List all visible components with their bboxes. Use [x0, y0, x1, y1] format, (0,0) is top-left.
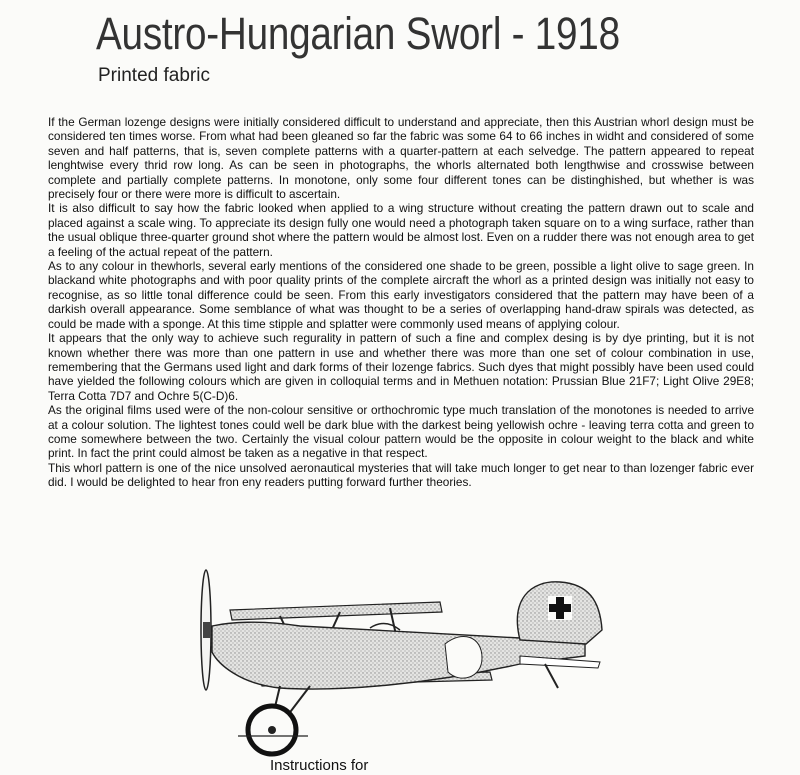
propeller-icon — [201, 570, 211, 690]
paragraph: As to any colour in thewhorls, several early mentions of the considered one shade to be green, possible a light olive to sage green. In blackand white photographs and with poor quality prints of the complete aircraft the whorl as a printed design was initially not easy to recognise, as so little tonal difference could be seen. From this early investigators considered that the pattern may have been of a darkish overall appearance. Some semblance of what was thought to be a series of overlapping hand-draw spirals was detected, as could be made with a sponge. At this time stipple and splatter were commonly used means of applying colour. — [48, 259, 754, 331]
paragraph: It appears that the only way to achieve such regurality in pattern of such a fine and complex desing is by dye printing, but it is not known whether there was more than one pattern in use and whether there was more than one set of colour combination in use, remembering that the Germans used light and dark forms of their lozenge fabrics. Such dyes that might possibly have been used could have yielded the following colours which are given in colloquial terms and in Methuen notation: Prussian Blue 21F7; Light Olive 29E8; Terra Cotta 7D7 and Ochre 5(C-D)6. — [48, 331, 754, 403]
figure-caption: Instructions for — [270, 757, 369, 774]
page-title: Austro-Hungarian Sworl - 1918 — [96, 8, 620, 59]
page-subtitle: Printed fabric — [98, 65, 210, 86]
cross-icon — [548, 596, 572, 620]
paragraph: This whorl pattern is one of the nice unsolved aeronautical mysteries that will take much longer to get near to than lozenger fabric ever did. I would be delighted to hear fron eny readers putting forward further theories. — [48, 460, 754, 490]
paragraph: If the German lozenge designs were initially considered difficult to understand and appreciate, then this Austrian whorl design must be considered ten times worse. From what had been gleaned so far the fabric was some 64 to 66 inches in widht and considered of some seven and half patterns, that is, seven complete patterns with a quarter-pattern at each selvedge. The pattern appeared to repeat lenghtwise every thrid row long. As can be seen in photographs, the whorls alternated both lengthwise and crosswise between complete and partially complete patterns. In monotone, only some four different tones can be distinghished, but whether is was precisely four or there were more is difficult to ascertain. — [48, 115, 754, 202]
aircraft-drawing — [190, 560, 610, 760]
paragraph: As the original films used were of the non-colour sensitive or orthochromic type much translation of the monotones is needed to arrive at a colour solution. The lightest tones could well be dark blue with the darkest being yellowish ochre - leaving terra cotta and green to come somewhere between the two. Certainly the visual colour pattern would be the opposite in colour weight to the black and white print. In fact the print could almost be taken as a negative in that respect. — [48, 403, 754, 461]
upper-wing — [230, 602, 442, 620]
article-body — [48, 115, 754, 490]
wheel-icon — [248, 706, 296, 754]
paragraph: It is also difficult to say how the fabric looked when applied to a wing structure without creating the pattern drawn out to scale and placed against a scale wing. To appreciate its design fully one would need a photograph taken square on to a wing surface, rather than the usual oblique three-quarter ground shot where the pattern would be almost lost. Even on a rudder there was not enough area to get a feeling of the actual repeat of the pattern. — [48, 201, 754, 259]
